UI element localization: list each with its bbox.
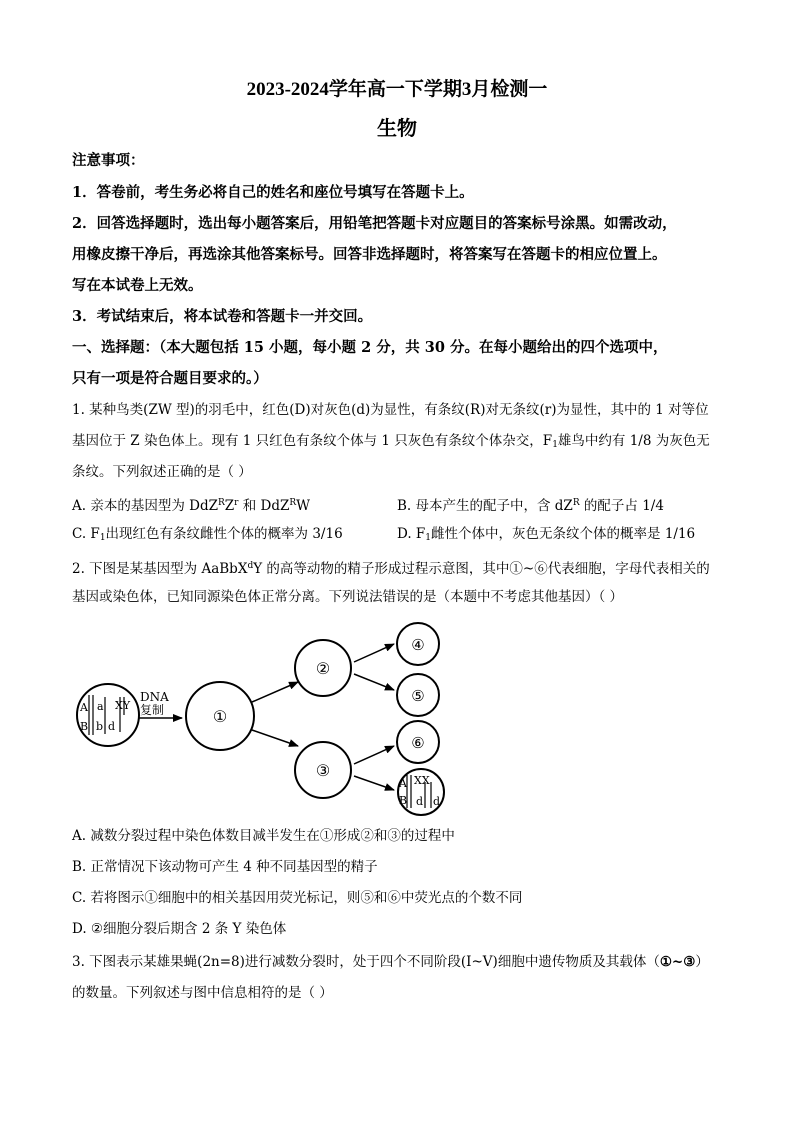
- cell-1-label: ①: [212, 707, 228, 726]
- left-cell-allele-B: B: [80, 720, 89, 733]
- q3-stem-line-1-text-b: ）: [695, 954, 709, 970]
- notice-item-2-line-3: 写在本试卷上无效。: [72, 277, 203, 294]
- q1-option-c-text-2: 出现红色有条纹雌性个体的概率为 3/16: [105, 526, 343, 542]
- q3-stem-line-1: [72, 952, 709, 972]
- q2-option-d: D. ②细胞分裂后期含 2 条 Y 染色体: [72, 921, 287, 937]
- q2-stem-line-1-sup: d: [247, 561, 254, 571]
- arrow-1-to-3: [252, 730, 298, 746]
- q3-stem-line-1-text-a: 3. 下图表示某雄果蝇(2n=8)进行减数分裂时，处于四个不同阶段(Ⅰ~Ⅴ)细胞中遗传物质及其载体（: [72, 954, 660, 970]
- q2-option-a: A. 减数分裂过程中染色体数目减半发生在①形成②和③的过程中: [72, 828, 455, 844]
- cell-5-label: ⑤: [411, 687, 425, 705]
- q2-option-c: C. 若将图示①细胞中的相关基因用荧光标记，则⑤和⑥中荧光点的个数不同: [72, 890, 523, 906]
- left-cell-allele-d: d: [108, 720, 116, 733]
- q1-option-a-text-2: Z: [224, 498, 235, 514]
- notice-item-2-line-1: 2．回答选择题时，选出每小题答案后，用铅笔把答题卡对应题目的答案标号涂黑。如需改动，: [72, 215, 677, 232]
- q1-option-c-text-1: C. F: [72, 526, 100, 542]
- q1-option-a-sup-2: r: [234, 498, 239, 508]
- q1-option-a-sup-3: R: [289, 498, 297, 508]
- right-cell-allele-d-1: d: [416, 795, 424, 808]
- q2-option-b: B. 正常情况下该动物可产生 4 种不同基因型的精子: [72, 859, 378, 875]
- notice-heading: 注意事项：: [72, 152, 145, 169]
- cell-4-label: ④: [411, 636, 425, 654]
- q1-stem-line-1: 1. 某种鸟类(ZW 型)的羽毛中，红色(D)对灰色(d)为显性，有条纹(R)对无条纹(r)为显性，其中的 1 对等位: [72, 402, 709, 418]
- right-cell-allele-d-2: d: [433, 795, 441, 808]
- q1-stem-line-2-text-a: 基因位于 Z 染色体上。现有 1 只红色有条纹个体与 1 只灰色有条纹个体杂交，F: [72, 433, 553, 449]
- left-cell-sex-chromosomes: XY: [115, 699, 131, 712]
- q2-stem-line-2: 基因或染色体，已知同源染色体正常分离。下列说法错误的是（本题中不考虑其他基因）（ ）: [72, 589, 624, 605]
- q1-option-a-sup-1: R: [217, 498, 225, 508]
- arrow-3-to-6: [354, 746, 394, 764]
- exam-title: 2023-2024学年高一下学期3月检测一: [246, 79, 548, 100]
- q1-option-a-text-1: A. 亲本的基因型为 DdZ: [72, 498, 218, 514]
- cell-2-label: ②: [315, 659, 331, 678]
- q1-option-a-text-4: W: [296, 498, 311, 514]
- q1-option-c: [72, 524, 343, 548]
- arrow-1-to-2: [252, 682, 298, 702]
- notice-item-3: 3．考试结束后，将本试卷和答题卡一并交回。: [72, 308, 373, 325]
- q1-stem-line-3: 条纹。下列叙述正确的是（ ）: [72, 464, 252, 480]
- q1-option-d-sub: 1: [425, 533, 432, 543]
- subject-title: 生物: [377, 118, 417, 140]
- dna-label: DNA: [140, 690, 169, 704]
- q1-stem-line-2: [72, 431, 710, 455]
- notice-item-2-line-2: 用橡皮擦干净后，再选涂其他答案标号。回答非选择题时，将答案写在答题卡的相应位置上。: [72, 246, 667, 263]
- q1-option-b-sup: R: [572, 498, 580, 508]
- left-cell-allele-a: a: [97, 700, 104, 713]
- q2-stem-line-1-text-b: Y 的高等动物的精子形成过程示意图，其中①~⑥代表细胞，字母代表相关的: [253, 561, 710, 577]
- q1-stem-line-2-sub: 1: [552, 440, 558, 450]
- q1-option-d: [397, 524, 695, 548]
- q1-option-c-sub: 1: [99, 533, 106, 543]
- q1-option-b-text-1: B. 母本产生的配子中，含 dZ: [397, 498, 573, 514]
- right-cell-sex-chromosomes: XX: [414, 774, 430, 787]
- q1-option-d-text-2: 雌性个体中，灰色无条纹个体的概率是 1/16: [431, 526, 696, 542]
- q2-stem-line-1: [72, 556, 710, 579]
- q1-option-a: [72, 493, 310, 516]
- q3-stem-line-2: 的数量。下列叙述与图中信息相符的是（ ）: [72, 985, 333, 1001]
- left-cell-allele-A: A: [80, 701, 88, 714]
- q1-option-d-text-1: D. F: [397, 526, 426, 542]
- section-heading-line-1: 一、选择题：（本大题包括 15 小题，每小题 2 分，共 30 分。在每小题给出的四个选项中，: [72, 339, 668, 356]
- replication-label: 复制: [140, 703, 165, 717]
- left-cell-allele-b: b: [96, 720, 104, 733]
- notice-item-1: 1．答卷前，考生务必将自己的姓名和座位号填写在答题卡上。: [72, 184, 474, 201]
- arrow-2-to-5: [354, 674, 394, 690]
- q1-option-b-text-2: 的配子占 1/4: [579, 498, 664, 514]
- arrow-3-to-7: [354, 776, 394, 790]
- q2-stem-line-1-text-a: 2. 下图是某基因型为 AaBbX: [72, 561, 248, 577]
- q1-stem-line-2-text-b: 雄鸟中约有 1/8 为灰色无: [557, 433, 710, 449]
- spermatogenesis-diagram: [72, 612, 472, 818]
- arrow-2-to-4: [354, 644, 394, 662]
- initial-cell: [77, 684, 139, 746]
- q1-option-b: [397, 493, 664, 516]
- cell-6-label: ⑥: [411, 734, 425, 752]
- section-heading-line-2: 只有一项是符合题目要求的。）: [72, 370, 268, 387]
- final-cell: [398, 769, 444, 815]
- right-cell-allele-A: A: [399, 777, 407, 790]
- q1-option-a-text-3: 和 DdZ: [238, 498, 290, 514]
- cell-3-label: ③: [315, 761, 331, 780]
- q3-stem-line-1-bold: ①~③: [659, 954, 696, 970]
- right-cell-allele-B: B: [399, 794, 408, 807]
